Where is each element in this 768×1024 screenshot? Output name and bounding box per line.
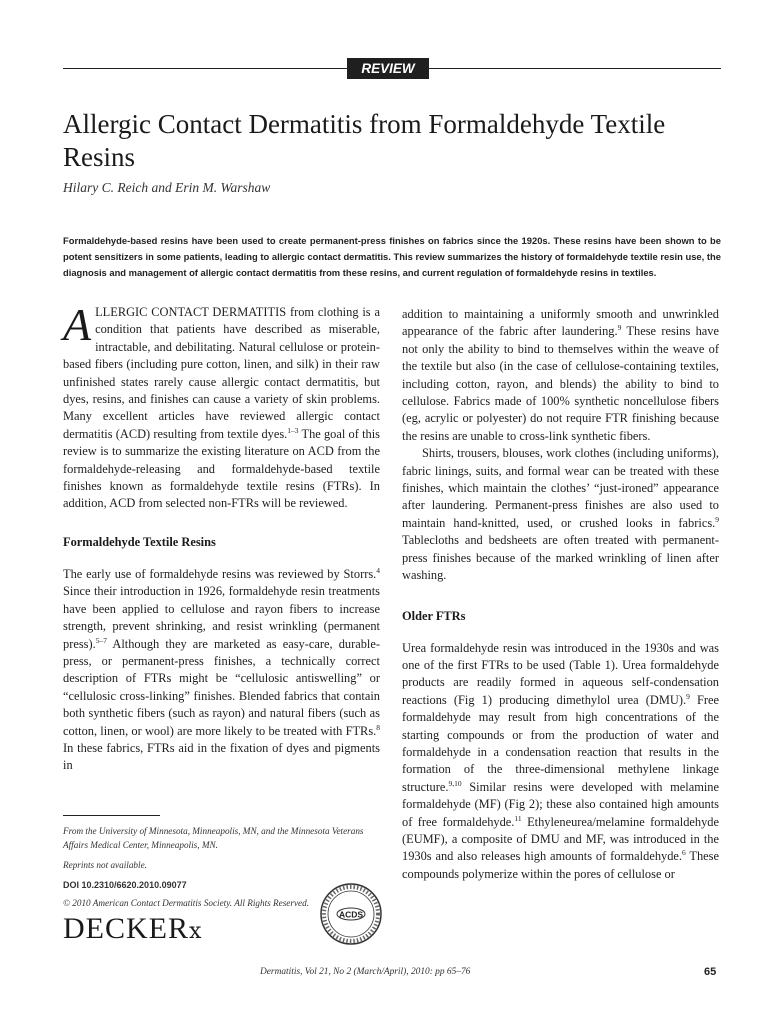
citation-sup: 4 xyxy=(376,565,380,575)
citation-sup: 9,10 xyxy=(448,778,462,788)
p3-text-b: Free formaldehyde may result from high concentrations of the starting compounds or from the production of water and formaldehyde in a condensation reaction that results in the formation of the three-dimensional methylene linkage structure. xyxy=(402,692,719,794)
affiliation-note: From the University of Minnesota, Minneapolis, MN, and the Minnesota Veterans Affairs Medical Center, Minneapolis, MN. xyxy=(63,826,364,850)
p2-text-b: Tablecloths and bedsheets are often treated with permanent-press finishes because of the marked wrinkling of linen after washing. xyxy=(402,533,719,583)
right-column xyxy=(402,306,719,883)
section-heading: Older FTRs xyxy=(402,608,466,623)
citation-sup: 5–7 xyxy=(95,635,107,645)
article-abstract: Formaldehyde-based resins have been used to create permanent-press finishes on fabrics since the 1920s. These resins have been shown to be potent sensitizers in some patients, leading to allergic contact dermatitis. This review summarizes the history of formaldehyde textile resin use, the diagnosis and management of allergic contact dermatitis from these resins, and current regulation of formaldehyde resins in textiles. xyxy=(63,235,721,279)
decker-logo-text: DECKER xyxy=(63,912,189,945)
citation-sup: 8 xyxy=(376,722,380,732)
p3-text-e: These compounds polymerize within the pores of cellulose or xyxy=(402,849,719,881)
citation-sup: 9 xyxy=(715,514,719,524)
p1-text-b: These resins have not only the ability to bind to themselves within the weave of the textile but also (in the case of cellulose-containing textiles, including cotton, rayon, and blends) the ability to bind to cellulose. Fabrics made of 100% synthetic noncellulose fibers (eg, acrylic or polyester) do not require FTR finishing because the resins are unable to cross-link synthetic fibers. xyxy=(402,324,720,443)
citation-sup: 9 xyxy=(686,691,690,701)
decker-logo-mark: ⅹ xyxy=(189,918,203,943)
reprints-note: Reprints not available. xyxy=(63,860,147,870)
citation-sup: 6 xyxy=(682,848,686,858)
body-paragraph xyxy=(402,445,719,584)
article-authors: Hilary C. Reich and Erin M. Warshaw xyxy=(63,180,271,195)
acds-seal xyxy=(319,882,383,946)
intro-text: from clothing is a condition that patients have described as miserable, intractable, and debilitating. Natural cellulose or protein-based fibers (including pure cotton, linen, and silk) in their raw unfinished states rarely cause allergic contact dermatitis, but dyes, resins, and finishes can cause a variety of skin problems. Many excellent articles have reviewed allergic contact dermatitis (ACD) resulting from textile dyes. xyxy=(63,305,380,441)
p3-text-c: Similar resins were developed with melamine formaldehyde (MF) (Fig 2); these also contained high amounts of free formaldehyde. xyxy=(402,779,719,829)
review-tag: REVIEW xyxy=(347,58,429,79)
intro-paragraph xyxy=(63,299,380,513)
drop-cap: A xyxy=(63,299,92,350)
s1-text-4: In these fabrics, FTRs aid in the fixation of dyes and pigments in xyxy=(63,740,380,773)
s1-text-2: Since their introduction in 1926, formaldehyde resin treatments have been applied to cellulose and rayon fibers to increase strength, prevent shrinking, and resist wrinkling (permanent press). xyxy=(63,584,380,651)
article-title: Allergic Contact Dermatitis from Formaldehyde Textile Resins xyxy=(63,109,666,172)
s1-text-1: The early use of formaldehyde resins was reviewed by Storrs. xyxy=(63,566,377,581)
seal-text: ACDS xyxy=(338,909,364,920)
p3-text-a: Urea formaldehyde resin was introduced in the 1930s and was one of the first FTRs to be used (Table 1). Urea formaldehyde products are readily formed in aqueous self-condensation reactions (Fig 1) producing dimethylol urea (DMU). xyxy=(402,640,719,707)
page-number: 65 xyxy=(704,966,717,978)
p1-text-a: addition to maintaining a uniformly smooth and unwrinkled appearance of the fabric after laundering. xyxy=(402,307,719,339)
decker-logo xyxy=(63,912,202,948)
body-paragraph xyxy=(402,306,719,445)
copyright-note: © 2010 American Contact Dermatitis Society. All Rights Reserved. xyxy=(63,898,309,908)
doi: DOI 10.2310/6620.2010.09077 xyxy=(63,880,187,890)
citation-sup: 1–3 xyxy=(287,425,299,435)
body-paragraph xyxy=(402,640,719,884)
p3-text-d: Ethyleneurea/melamine formaldehyde (EUMF), a composite of DMU and MF, was introduced in the 1930s and also releases high amounts of formaldehyde. xyxy=(402,814,719,864)
p2-text-a: Shirts, trousers, blouses, work clothes (including uniforms), fabric linings, suits, and formal wear can be treated with these finishes, which maintain the clothes’ “just-ironed” appearance after laundering. Permanent-press finishes are also used to maintain hand-knitted, used, or crushed looks in fabrics. xyxy=(402,446,719,530)
citation-sup: 9 xyxy=(617,323,622,333)
footnote-rule xyxy=(63,815,160,816)
section-heading: Formaldehyde Textile Resins xyxy=(63,534,216,549)
s1-text-3: Although they are marketed as easy-care, durable-press, or permanent-press finishes, a technically correct description of FTRs might be “cellulosic antiswelling” or “cellulosic cross-linking” finishes. Blended fabrics that contain both synthetic fibers (such as rayon) and natural fibers (such as cotton, linen, or wool) are more likely to be treated with FTRs. xyxy=(63,636,380,738)
intro-text-2: The goal of this review is to summarize the existing literature on ACD from the formaldehyde-releasing and formaldehyde-based textile finishes known as formaldehyde textile resins (FTRs). In addition, ACD from selected non-FTRs will be reviewed. xyxy=(63,426,380,511)
footer-citation: Dermatitis, Vol 21, No 2 (March/April), 2010: pp 65–76 xyxy=(260,967,471,977)
citation-sup: 11 xyxy=(514,813,522,823)
left-column xyxy=(63,299,380,775)
intro-lead: LLERGIC CONTACT DERMATITIS xyxy=(95,305,287,319)
section-paragraph xyxy=(63,566,380,775)
